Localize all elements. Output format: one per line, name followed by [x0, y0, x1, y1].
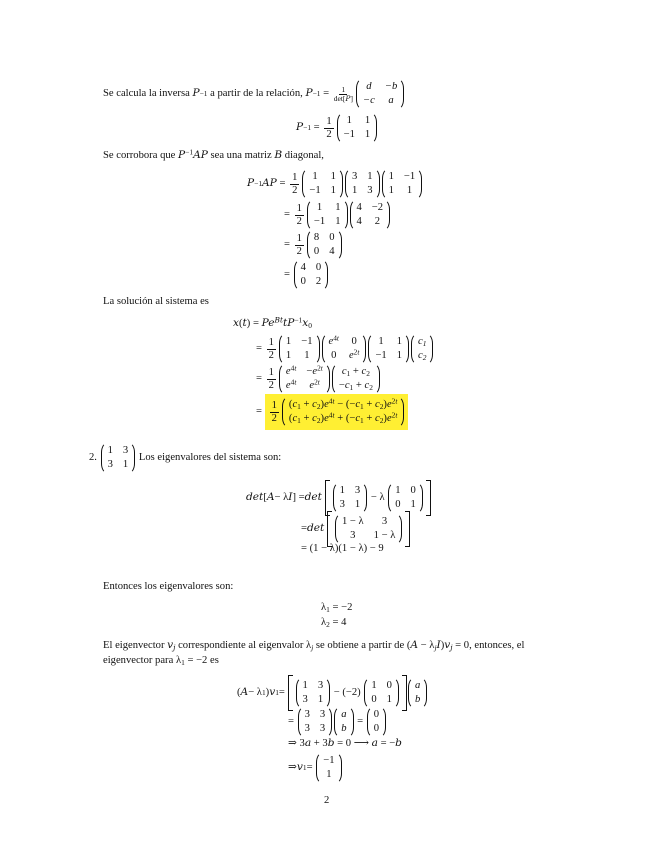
text-diagonal-matrix: sea una matriz	[210, 150, 272, 161]
equation-ev-4: ⇒ v 1 = −1 1	[288, 752, 343, 784]
det-label: det	[333, 93, 343, 103]
paragraph-eigenvector-line1: El eigenvector $v_j$ correspondiente al eigenvalor $\lambda_j$ se obtiene a partir de $(A - \lambda_jI)v_j = 0$, entonces, el	[103, 639, 525, 652]
eigenvalue-2: $\lambda_2 = 4$	[321, 617, 347, 629]
text-diagonal: diagonal,	[284, 150, 324, 161]
text-from-relation: a partir de la relación,	[210, 88, 303, 100]
equation-solution-1: $x(t) = Pe^{Bt}tP^{-1}x_0$	[233, 315, 312, 330]
item-2-text: Los eigenvalores del sistema son:	[138, 452, 282, 464]
equation-solution-3: = $\frac{1}{2}$ $e^{4t}$ $-e^{2t}$ $e^{4t}$ $e^{2t}$ $c_1 + c_2$ $-c_1 + c_2$	[256, 363, 381, 395]
matrix-inverse-formula: d −b −c a	[356, 78, 404, 110]
equation-det-2: = det 1 − λ 3 3 1 − λ	[301, 511, 410, 547]
text-corroborate: Se corrobora que	[103, 150, 176, 161]
equation-ev-1: ( A − λ 1 ) v 1 = 1 3 3 1 − (−2) 1 0 0 1 a b	[237, 675, 428, 711]
page-number: 2	[324, 795, 330, 806]
item-2: 2. 1 3 3 1 Los eigenvalores del sistema son:	[89, 442, 281, 474]
paragraph-inverse: Se calcula la inversa P −1 a partir de la relación, P −1 = $\frac{1}{\det[P]}$ d −b −c a	[103, 78, 405, 110]
highlighted-result: $\frac{1}{2}$ $(c_1 + c_2)e^{4t} - (-c_1 + c_2)e^{2t}$ $(c_1 + c_2)e^{4t} + (-c_1 + c_2)e^{2t}$	[265, 394, 409, 430]
equation-det-3: = (1 − λ)(1 − λ) − 9	[301, 543, 384, 554]
equation-diag-3: = $\frac{1}{2}$ 8 0 0 4	[284, 229, 343, 261]
equation-diag-2: = $\frac{1}{2}$ 1 1 −1 1 4 −2 4 2	[284, 199, 391, 231]
equation-diag-4: = 4 0 0 2	[284, 259, 329, 291]
equation-solution-4: = $\frac{1}{2}$ $(c_1 + c_2)e^{4t} - (-c_1 + c_2)e^{2t}$ $(c_1 + c_2)e^{4t} + (-c_1 + c_2)e^{2t}$	[256, 394, 408, 430]
text-calc-inverse: Se calcula la inversa	[103, 88, 190, 100]
equation-ev-2: = 3 3 3 3 a b = 0 0	[288, 706, 387, 738]
equation-diag-1: P −1 AP = $\frac{1}{2}$ 1 1 −1 1 3 1 1 3 1 −1 1 1	[247, 168, 423, 200]
paragraph-eigenvalues: Entonces los eigenvalores son:	[103, 581, 234, 592]
eigenvalue-1: $\lambda_1 = -2$	[321, 602, 353, 614]
item-2-label: 2.	[89, 452, 97, 464]
equation-solution-2: = $\frac{1}{2}$ 1 −1 1 1 $e^{4t}$ 0 0 $e^{2t}$ 1 1 −1 1 $c_1$ $c_2$	[256, 333, 434, 365]
equation-ev-3: ⇒ 3a + 3b = 0 ⟶ a = −b	[288, 737, 402, 749]
paragraph-solution: La solución al sistema es	[103, 296, 209, 307]
equation-p-inverse: P −1 = $\frac{1}{2}$ 1 1 −1 1	[296, 112, 378, 144]
equation-det-1: det [ A − λ I ] = det 1 3 3 1 − λ 1 0 0 1	[246, 480, 431, 516]
paragraph-corroborate: Se corrobora que $P^{-1}AP$ sea una matriz B diagonal,	[103, 147, 324, 161]
paragraph-eigenvector-line2: eigenvector para $\lambda_1 = -2$ es	[103, 655, 219, 667]
